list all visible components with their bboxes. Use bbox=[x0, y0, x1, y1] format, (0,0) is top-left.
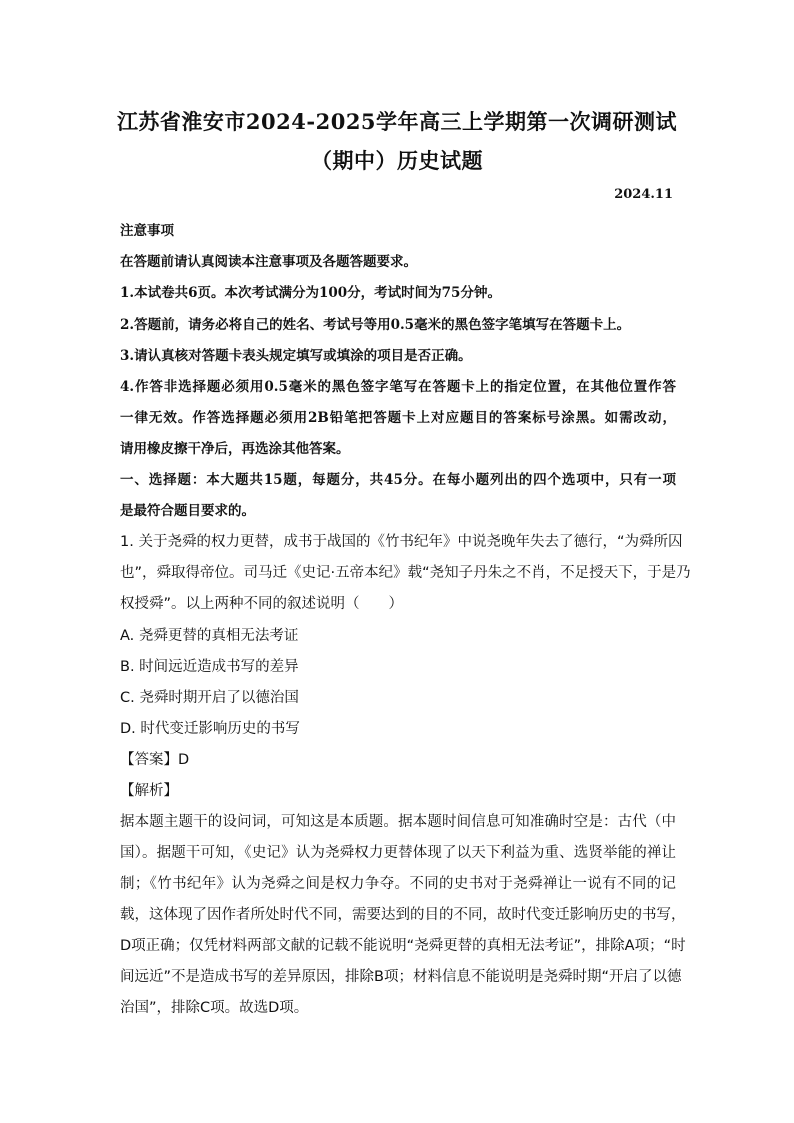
section-heading-line-1: 一、选择题：本大题共15题，每题分，共45分。在每小题列出的四个选项中，只有一项 bbox=[120, 472, 676, 488]
exam-date: 2024.11 bbox=[614, 187, 673, 202]
analysis-line-5: D项正确；仅凭材料两部文献的记载不能说明“尧舜更替的真相无法考证”，排除A项；“时 bbox=[120, 938, 686, 954]
document-title-line-2: （期中）历史试题 bbox=[311, 148, 483, 173]
notice-item-4-line-3: 请用橡皮擦干净后，再选涂其他答案。 bbox=[120, 441, 350, 457]
question-1-option-d: D. 时代变迁影响历史的书写 bbox=[120, 721, 300, 737]
analysis-line-3: 制；《竹书纪年》认为尧舜之间是权力争夺。不同的史书对于尧舜禅让一说有不同的记 bbox=[120, 876, 676, 892]
notice-item-3: 3.请认真核对答题卡表头规定填写或填涂的项目是否正确。 bbox=[120, 348, 472, 364]
analysis-heading: 【解析】 bbox=[120, 783, 178, 799]
question-1-option-a: A. 尧舜更替的真相无法考证 bbox=[120, 628, 299, 644]
section-heading-line-2: 是最符合题目要求的。 bbox=[120, 503, 255, 519]
answer-label: 【答案】D bbox=[120, 752, 190, 768]
analysis-line-1: 据本题主题干的设问词，可知这是本质题。据本题时间信息可知准确时空是：古代（中 bbox=[120, 814, 676, 830]
notice-item-2: 2.答题前，请务必将自己的姓名、考试号等用0.5毫米的黑色签字笔填写在答题卡上。 bbox=[120, 317, 631, 333]
analysis-line-7: 治国”，排除C项。故选D项。 bbox=[120, 1000, 309, 1016]
notice-item-4-line-2: 一律无效。作答选择题必须用2B铅笔把答题卡上对应题目的答案标号涂黑。如需改动， bbox=[120, 410, 676, 426]
notice-heading: 注意事项 bbox=[120, 223, 174, 239]
question-1-text-line-2: 也”，舜取得帝位。司马迁《史记·五帝本纪》载“尧知子丹朱之不肖，不足授天下，于是乃 bbox=[120, 565, 691, 581]
question-1-option-c: C. 尧舜时期开启了以德治国 bbox=[120, 690, 299, 706]
analysis-line-4: 载，这体现了因作者所处时代不同，需要达到的目的不同，故时代变迁影响历史的书写， bbox=[120, 907, 686, 923]
analysis-line-6: 间远近”不是造成书写的差异原因，排除B项；材料信息不能说明是尧舜时期“开启了以德 bbox=[120, 969, 682, 985]
analysis-line-2: 国）。据题干可知，《史记》认为尧舜权力更替体现了以天下利益为重、选贤举能的禅让 bbox=[120, 845, 676, 861]
notice-item-4-line-1: 4.作答非选择题必须用0.5毫米的黑色签字笔写在答题卡上的指定位置，在其他位置作答 bbox=[120, 379, 676, 395]
question-1-text-line-3: 权授舜”。以上两种不同的叙述说明（ ） bbox=[120, 596, 404, 612]
question-1-option-b: B. 时间远近造成书写的差异 bbox=[120, 659, 299, 675]
question-1-text-line-1: 1. 关于尧舜的权力更替，成书于战国的《竹书纪年》中说尧晚年失去了德行，“为舜所囚 bbox=[120, 534, 683, 550]
notice-intro: 在答题前请认真阅读本注意事项及各题答题要求。 bbox=[120, 254, 417, 270]
document-title-line-1: 江苏省淮安市2024-2025学年高三上学期第一次调研测试 bbox=[116, 109, 678, 134]
notice-item-1: 1.本试卷共6页。本次考试满分为100分，考试时间为75分钟。 bbox=[120, 285, 501, 301]
